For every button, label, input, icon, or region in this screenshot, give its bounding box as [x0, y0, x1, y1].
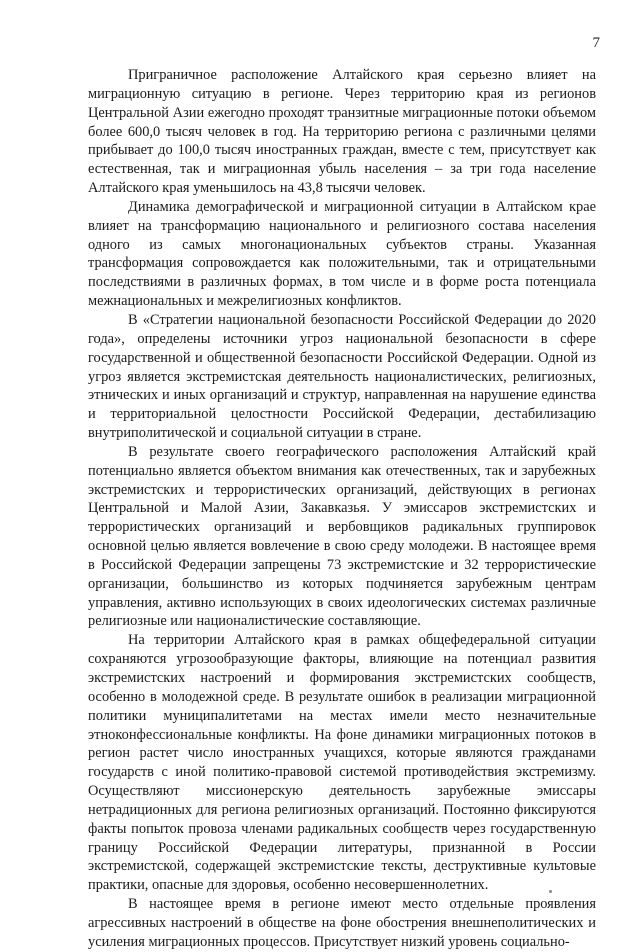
paragraph-geographic-position: В результате своего географического расположения Алтайский край потенциально является объектом внимания как отечественных, так и зарубежных экстремистских и террористических организаций, действующих в регионах Центральной и Малой Азии, Закавказья. У эмиссаров экстремистских и террористических организаций и вербовщиков радикальных группировок основной целью является вовлечение в свою среду молодежи. В настоящее время в Российской Федерации запрещены 73 экстремистские и 32 террористические организации, большинство из которых подчиняется зарубежным центрам управления, активно использующих в своих идеологических системах различные религиозные или националистические составляющие.	[88, 443, 596, 630]
document-body	[88, 66, 596, 952]
scan-speck	[549, 890, 552, 893]
paragraph-threat-factors: На территории Алтайского края в рамках общефедеральной ситуации сохраняются угрозообразующие факторы, влияющие на потенциал развития экстремистских настроений и формирования экстремистских сообществ, особенно в молодежной среде. В результате ошибок в реализации миграционной политики муниципалитетами на местах имели место незначительные этноконфессиональные конфликты. На фоне динамики миграционных потоков в регион растет число иностранных учащихся, которые являются гражданами государств с иной политико-правовой системой противодействия экстремизму. Осуществляют миссионерскую деятельность зарубежные эмиссары нетрадиционных для региона религиозных организаций. Постоянно фиксируются факты попыток провоза членами радикальных сообществ через государственную границу Российской Федерации литературы, признанной в России экстремистской, содержащей экстремистские тексты, деструктивные культовые практики, опасные для здоровья, особенно несовершеннолетних.	[88, 632, 596, 894]
paragraph-current-situation: В настоящее время в регионе имеют место отдельные проявления агрессивных настроений в обществе на фоне обострения внешнеполитических и усиления миграционных процессов. Присутствует низкий уровень социально-	[88, 896, 596, 950]
paragraph-security-strategy: В «Стратегии национальной безопасности Российской Федерации до 2020 года», определены источники угроз национальной безопасности в сфере государственной и общественной безопасности Российской Федерации. Одной из угроз является экстремистская деятельность националистических, религиозных, этнических и иных организаций и структур, направленная на нарушение единства и территориальной целостности Российской Федерации, дестабилизацию внутриполитической и социальной ситуации в стране.	[88, 311, 596, 442]
paragraph-border-location: Приграничное расположение Алтайского края серьезно влияет на миграционную ситуацию в регионе. Через территорию края из регионов Центральной Азии ежегодно проходят транзитные миграционные потоки объемом более 600,0 тысяч человек в год. На территорию региона с различными целями прибывает до 100,0 тысяч иностранных граждан, вместе с тем, присутствует как естественная, так и миграционная убыль населения – за три года население Алтайского края уменьшилось на 43,8 тысячи человек.	[88, 67, 596, 197]
paragraph-demographic-dynamics: Динамика демографической и миграционной ситуации в Алтайском крае влияет на трансформацию национального и религиозного состава населения одного из самых многонациональных субъектов страны. Указанная трансформация сопровождается как положительными, так и отрицательными последствиями в различных формах, в том числе и в форме роста потенциала межнациональных и межрелигиозных конфликтов.	[88, 198, 596, 310]
page-number: 7	[592, 35, 600, 51]
